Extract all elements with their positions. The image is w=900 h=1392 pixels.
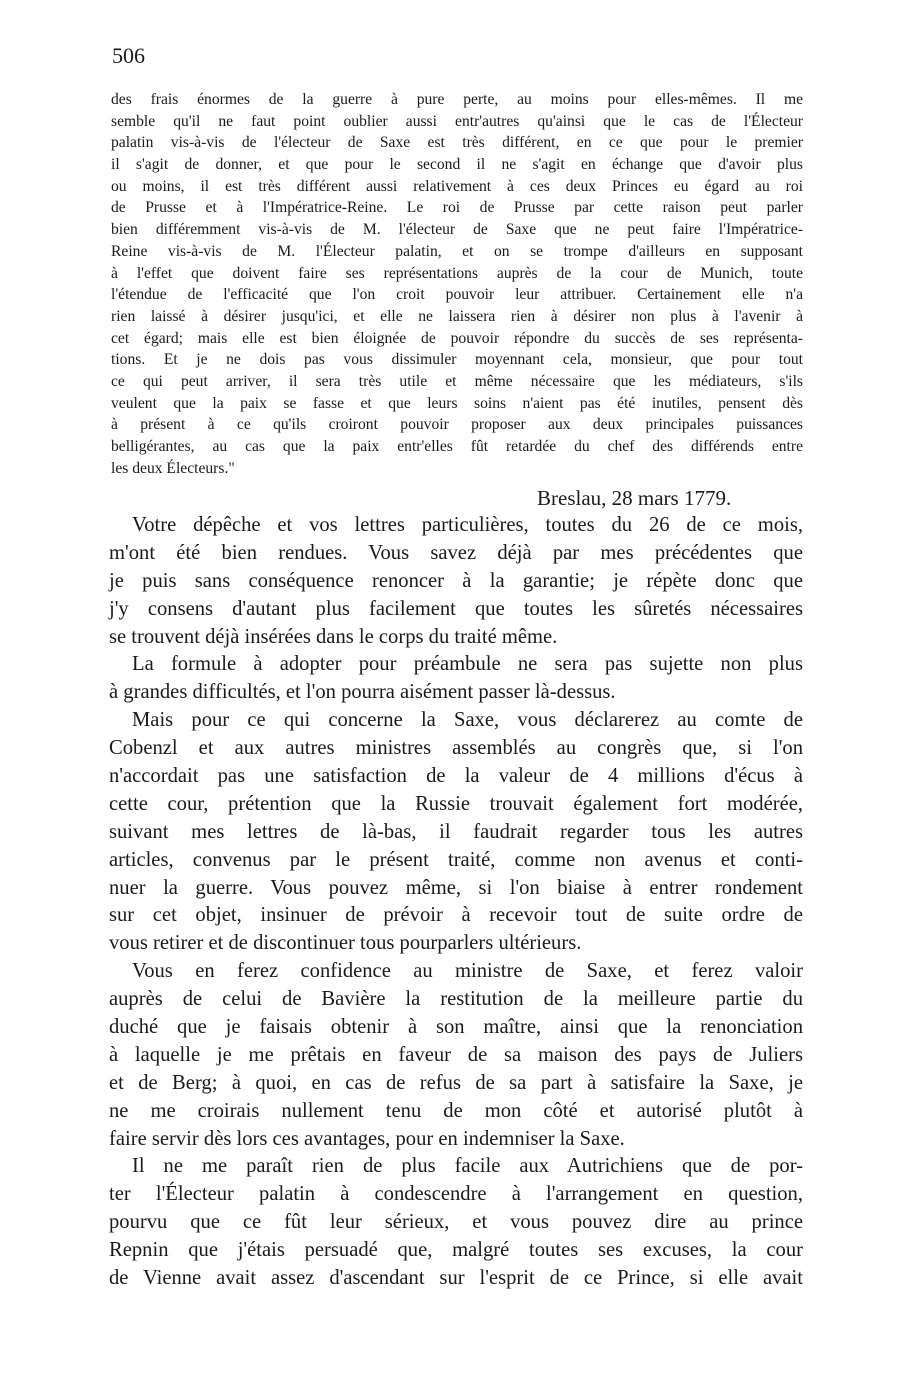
body-line: cette cour, prétention que la Russie trouvait également fort modérée, xyxy=(109,792,803,815)
quote-line: ce qui peut arriver, il sera très utile et même nécessaire que les médiateurs, s'ils xyxy=(111,372,803,390)
letter-dateline: Breslau, 28 mars 1779. xyxy=(537,486,732,510)
body-line: duché que je faisais obtenir à son maître, ainsi que la renonciation xyxy=(109,1016,803,1039)
quote-line: des frais énormes de la guerre à pure perte, au moins pour elles-mêmes. Il me xyxy=(111,91,803,108)
body-line: n'accordait pas une satisfaction de la valeur de 4 millions d'écus à xyxy=(109,765,803,788)
quote-line: de Prusse et à l'Impératrice-Reine. Le roi de Prusse par cette raison peut parler xyxy=(111,199,803,217)
body-line: ter l'Électeur palatin à condescendre à l'arrangement en question, xyxy=(109,1183,803,1206)
body-line: auprès de celui de Bavière la restitution de la meilleure partie du xyxy=(109,988,803,1011)
body-line: vous retirer et de discontinuer tous pourparlers ultérieurs. xyxy=(109,932,582,955)
page-number: 506 xyxy=(112,43,145,68)
body-line: Cobenzl et aux autres ministres assemblés au congrès que, si l'on xyxy=(109,737,803,760)
quote-line: les deux Électeurs." xyxy=(111,459,235,477)
quote-line: belligérantes, au cas que la paix entr'elles fût retardée du chef des différends entre xyxy=(111,438,803,455)
body-line: je puis sans conséquence renoncer à la garantie; je répète donc que xyxy=(109,569,803,592)
body-line: se trouvent déjà insérées dans le corps du traité même. xyxy=(109,625,558,648)
body-line: m'ont été bien rendues. Vous savez déjà par mes précédentes que xyxy=(109,541,803,564)
quote-line: bien différemment vis-à-vis de M. l'électeur de Saxe que ne peut faire l'Impératrice- xyxy=(111,221,803,239)
body-line: Mais pour ce qui concerne la Saxe, vous déclarerez au comte de xyxy=(132,709,803,732)
body-line: et de Berg; à quoi, en cas de refus de sa part à satisfaire la Saxe, je xyxy=(109,1071,803,1094)
body-line: sur cet objet, insinuer de prévoir à recevoir tout de suite ordre de xyxy=(109,904,803,927)
body-line: Votre dépêche et vos lettres particulières, toutes du 26 de ce mois, xyxy=(132,514,803,536)
quoted-passage xyxy=(111,89,803,479)
quote-line: à présent à ce qu'ils croiront pouvoir proposer aux deux principales puissances xyxy=(111,416,803,434)
quote-line: Reine vis-à-vis de M. l'Électeur palatin, et on se trompe d'ailleurs en supposant xyxy=(111,242,803,260)
body-line: suivant mes lettres de là-bas, il faudrait regarder tous les autres xyxy=(109,820,803,843)
quote-line: l'étendue de l'efficacité que l'on croit pouvoir leur attribuer. Certainement elle n'a xyxy=(111,286,803,304)
body-line: pourvu que ce fût leur sérieux, et vous pouvez dire au prince xyxy=(109,1211,803,1234)
quote-line: veulent que la paix se fasse et que leurs soins n'aient pas été inutiles, pensent dès xyxy=(111,394,803,412)
letter-body xyxy=(109,512,803,1293)
quote-line: semble qu'il ne faut point oublier aussi entr'autres qu'ainsi que le cas de l'Électeur xyxy=(111,112,803,130)
body-line: Repnin que j'étais persuadé que, malgré toutes ses excuses, la cour xyxy=(109,1239,803,1262)
body-line: Il ne me paraît rien de plus facile aux Autrichiens que de por- xyxy=(132,1155,803,1178)
body-line: faire servir dès lors ces avantages, pour en indemniser la Saxe. xyxy=(109,1127,625,1150)
quote-line: à l'effet que doivent faire ses représentations auprès de la cour de Munich, toute xyxy=(111,264,803,282)
body-line: Vous en ferez confidence au ministre de Saxe, et ferez valoir xyxy=(132,960,803,983)
quote-line: rien laissé à désirer jusqu'ici, et elle ne laissera rien à désirer non plus à l'avenir à xyxy=(111,307,803,325)
body-line: à laquelle je me prêtais en faveur de sa maison des pays de Juliers xyxy=(109,1043,803,1066)
quote-line: palatin vis-à-vis de l'électeur de Saxe est très différent, en ce que pour le premier xyxy=(111,134,803,152)
quote-line: il s'agit de donner, et que pour le second il ne s'agit en échange que d'avoir plus xyxy=(111,156,803,174)
body-line: j'y consens d'autant plus facilement que toutes les sûretés nécessaires xyxy=(109,597,803,620)
body-line: à grandes difficultés, et l'on pourra aisément passer là-dessus. xyxy=(109,681,616,704)
quote-line: tions. Et je ne dois pas vous dissimuler moyennant cela, monsieur, que pour tout xyxy=(111,351,803,369)
body-line: de Vienne avait assez d'ascendant sur l'esprit de ce Prince, si elle avait xyxy=(109,1267,803,1290)
quote-line: cet égard; mais elle est bien éloignée de pouvoir répondre du succès de ses représenta- xyxy=(111,329,803,347)
body-line: La formule à adopter pour préambule ne sera pas sujette non plus xyxy=(132,653,803,676)
body-line: articles, convenus par le présent traité, comme non avenus et conti- xyxy=(109,848,803,871)
quote-line: ou moins, il est très différent aussi relativement à ces deux Princes eu égard au roi xyxy=(111,177,803,195)
body-line: nuer la guerre. Vous pouvez même, si l'on biaise à entrer rondement xyxy=(109,876,803,899)
body-line: ne me croirais nullement tenu de mon côté et autorisé plutôt à xyxy=(109,1099,803,1122)
